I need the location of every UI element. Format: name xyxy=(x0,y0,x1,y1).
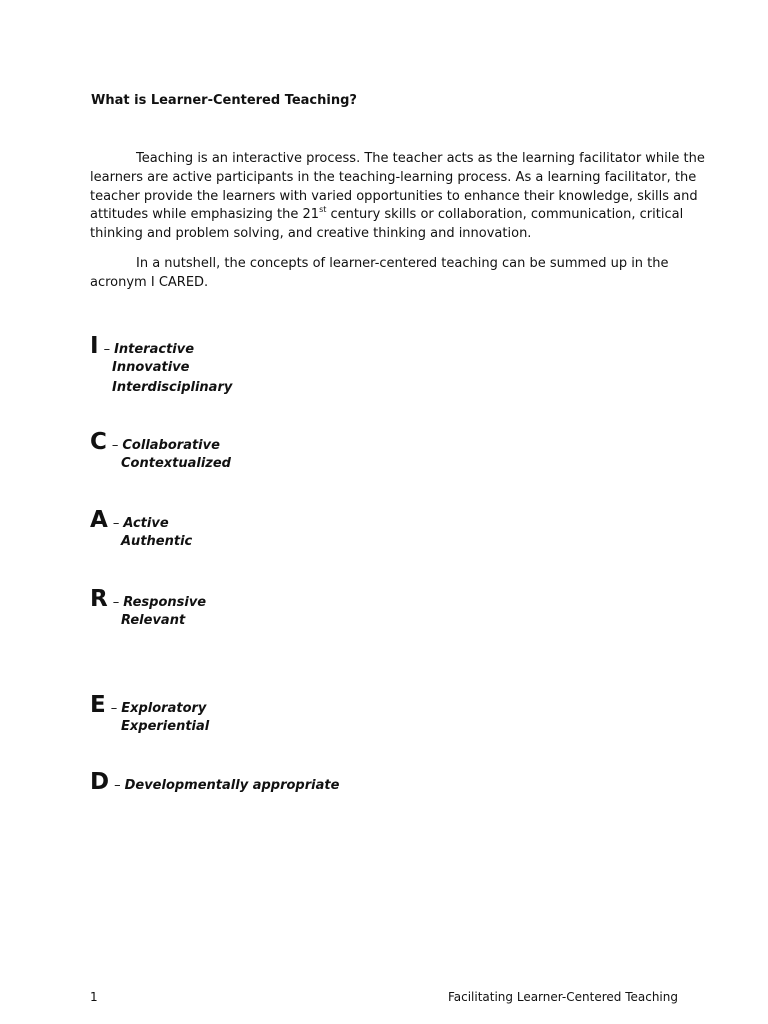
intro-paragraph xyxy=(90,150,714,244)
acronym-letter: C xyxy=(90,429,107,455)
page-heading: What is Learner-Centered Teaching? xyxy=(91,93,357,108)
dash-separator: – xyxy=(114,778,121,793)
acronym-letter: A xyxy=(90,507,108,533)
acronym-item-a xyxy=(90,508,192,552)
dash-separator: – xyxy=(110,701,118,716)
acronym-item-e xyxy=(90,693,209,737)
acronym-letter: I xyxy=(90,333,99,359)
footer-title: Facilitating Learner-Centered Teaching xyxy=(447,990,678,1004)
acronym-word: Relevant xyxy=(121,613,186,628)
acronym-letter: E xyxy=(90,692,106,718)
acronym-word: Collaborative xyxy=(122,438,220,453)
dash-separator: – xyxy=(103,342,111,357)
acronym-letter: R xyxy=(90,586,108,612)
acronym-word: Contextualized xyxy=(121,456,231,471)
acronym-word: Innovative xyxy=(112,360,190,375)
page-number: 1 xyxy=(90,990,98,1004)
acronym-word: Exploratory xyxy=(121,701,207,716)
acronym-item-c xyxy=(90,430,231,474)
acronym-item-i xyxy=(90,334,232,398)
acronym-letter: D xyxy=(90,769,110,795)
acronym-word: Responsive xyxy=(123,595,207,610)
acronym-word: Authentic xyxy=(121,534,193,549)
nutshell-text: In a nutshell, the concepts of learner-centered teaching can be summed up in the acronym I CARED. xyxy=(90,256,669,290)
acronym-word: Active xyxy=(123,516,169,531)
dash-separator: – xyxy=(111,438,119,453)
acronym-word: Experiential xyxy=(121,719,210,734)
ordinal-suffix: st xyxy=(319,205,327,215)
acronym-item-r xyxy=(90,587,206,631)
acronym-word: Interdisciplinary xyxy=(112,380,233,395)
acronym-item-d xyxy=(90,770,339,794)
nutshell-paragraph xyxy=(90,255,714,293)
dash-separator: – xyxy=(112,595,120,610)
dash-separator: – xyxy=(112,516,120,531)
intro-text-continued: century skills or collaboration, communication, critical thinking and problem solving, and creative thinking and innovation. xyxy=(90,207,684,242)
acronym-word: Developmentally appropriate xyxy=(124,778,340,793)
intro-text: Teaching is an interactive process. The teacher acts as the learning facilitator while the learners are active participants in the teaching-learning process. As a learning facilitator, the teacher provide the learners with varied opportunities to enhance their knowledge, skills and attitudes while emphasizing the 21 xyxy=(90,151,705,223)
acronym-word: Interactive xyxy=(114,342,195,357)
